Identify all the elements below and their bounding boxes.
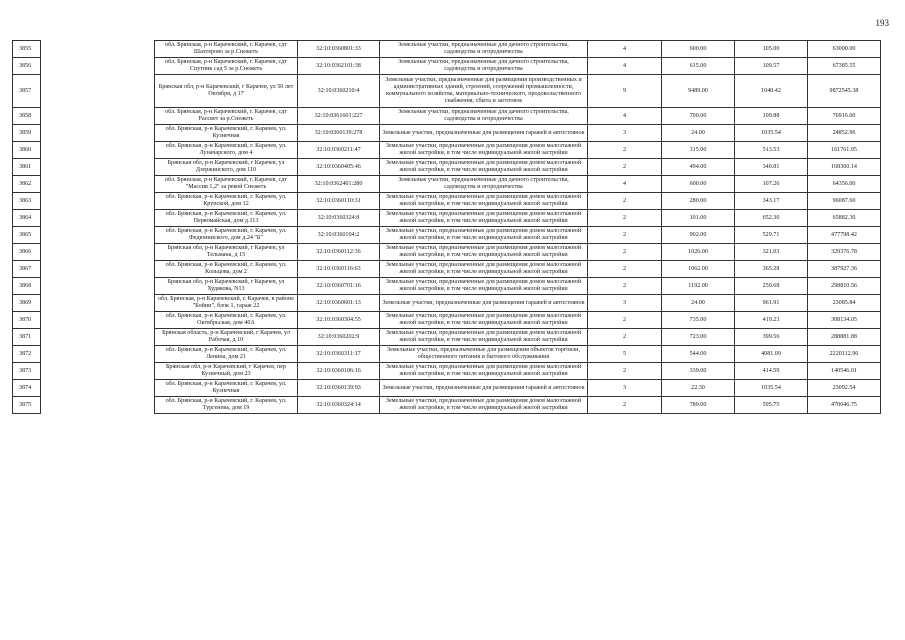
cadastral-value-cell: 329376.78 [808, 244, 881, 261]
land-use-cell: Земельные участки, предназначенные для размещения домов малоэтажной жилой застройки, в том числе индивидуальной жилой застройки [380, 227, 588, 244]
area-cell: 600.00 [662, 41, 735, 58]
address-cell: обл. Брянская, р-н Карачевский, г. Карачев, ул. Федюнинского, дом д.24 "Б" [155, 227, 298, 244]
address-cell: обл. Брянская, р-н Карачевский, г. Карачев, ул. Луначарского, дом 4 [155, 142, 298, 159]
cadastral-number-cell: 32:10:0360112:36 [298, 244, 380, 261]
row-number: 3857 [13, 75, 41, 108]
address-cell: обл. Брянская, р-н Карачевский, г. Карачев, ул. Ленина, дом 21 [155, 346, 298, 363]
land-use-cell: Земельные участки, предназначенные для размещения домов малоэтажной жилой застройки, в том числе индивидуальной жилой застройки [380, 397, 588, 414]
zone-cell: 9 [588, 75, 662, 108]
table-row [13, 397, 881, 414]
row-number: 3866 [13, 244, 41, 261]
cadastral-value-cell: 298810.56 [808, 278, 881, 295]
row-number: 3860 [13, 142, 41, 159]
area-cell: 24.00 [662, 295, 735, 312]
row-number: 3875 [13, 397, 41, 414]
specific-value-cell: 961.91 [735, 295, 808, 312]
land-use-cell: Земельные участки, предназначенные для размещения домов малоэтажной жилой застройки, в том числе индивидуальной жилой застройки [380, 363, 588, 380]
area-cell: 22.30 [662, 380, 735, 397]
cadastral-number-cell: 32:10:0360106:16 [298, 363, 380, 380]
zone-cell: 2 [588, 159, 662, 176]
row-number: 3872 [13, 346, 41, 363]
zone-cell: 2 [588, 329, 662, 346]
cadastral-number-cell: 32:10:0360202:9 [298, 329, 380, 346]
row-number: 3867 [13, 261, 41, 278]
address-cell: обл. Брянская, р-н Карачевский, г. Карачев, ул. Крупской, дом 12 [155, 193, 298, 210]
spacer-cell [41, 363, 155, 380]
address-cell: обл. Брянская, р-н Карачевский, г. Карачев, сдт Шахтерово за р.Снежеть [155, 41, 298, 58]
cadastral-value-cell: 2220112.96 [808, 346, 881, 363]
table-row [13, 227, 881, 244]
cadastral-value-table [12, 40, 881, 414]
spacer-cell [41, 278, 155, 295]
row-number: 3859 [13, 125, 41, 142]
spacer-cell [41, 397, 155, 414]
land-use-cell: Земельные участки, предназначенные для размещения домов малоэтажной жилой застройки, в том числе индивидуальной жилой застройки [380, 329, 588, 346]
cadastral-number-cell: 32:10:0360110:31 [298, 193, 380, 210]
zone-cell: 2 [588, 278, 662, 295]
cadastral-number-cell: 32:10:0360311:17 [298, 346, 380, 363]
cadastral-value-cell: 387927.36 [808, 261, 881, 278]
zone-cell: 3 [588, 295, 662, 312]
zone-cell: 4 [588, 41, 662, 58]
row-number: 3856 [13, 58, 41, 75]
zone-cell: 2 [588, 363, 662, 380]
spacer-cell [41, 380, 155, 397]
table-row [13, 176, 881, 193]
table-row [13, 210, 881, 227]
cadastral-number-cell: 32:10:0360104:2 [298, 227, 380, 244]
cadastral-value-cell: 470046.75 [808, 397, 881, 414]
address-cell: Брянская обл, р-н Карачевский, г Карачев, ул Худякова, N13 [155, 278, 298, 295]
area-cell: 101.00 [662, 210, 735, 227]
table-row [13, 261, 881, 278]
specific-value-cell: 250.68 [735, 278, 808, 295]
spacer-cell [41, 58, 155, 75]
table-row [13, 75, 881, 108]
table-row [13, 346, 881, 363]
spacer-cell [41, 227, 155, 244]
cadastral-number-cell: 32:10:0360801:33 [298, 41, 380, 58]
address-cell: обл. Брянская, р-н Карачевский, г. Карачев, ул. Октябрьская, дом 40А [155, 312, 298, 329]
table-body [13, 41, 881, 414]
area-cell: 1192.00 [662, 278, 735, 295]
cadastral-number-cell: 32:10:0360116:63 [298, 261, 380, 278]
address-cell: обл. Брянская, р-н Карачевский, г. Карачев, ул. Тургенева, дом 19 [155, 397, 298, 414]
table-row [13, 58, 881, 75]
land-use-cell: Земельные участки, предназначенные для размещения гаражей и автостоянок [380, 125, 588, 142]
table-row [13, 142, 881, 159]
area-cell: 494.00 [662, 159, 735, 176]
cadastral-number-cell: 32:10:0360139:278 [298, 125, 380, 142]
specific-value-cell: 321.03 [735, 244, 808, 261]
address-cell: обл. Брянская, р-н Карачевский, г. Карачев, ул. Первомайская, дом д.113 [155, 210, 298, 227]
spacer-cell [41, 329, 155, 346]
land-use-cell: Земельные участки, предназначенные для размещения домов малоэтажной жилой застройки, в том числе индивидуальной жилой застройки [380, 210, 588, 227]
table-row [13, 278, 881, 295]
area-cell: 315.00 [662, 142, 735, 159]
cadastral-value-cell: 9872545.38 [808, 75, 881, 108]
land-use-cell: Земельные участки, предназначенные для размещения объектов торговли, общественного питания и бытового обслуживания [380, 346, 588, 363]
table-row [13, 244, 881, 261]
address-cell: Брянская обл, р-н Карачевский, г Карачев, пер Кузнечный, дом 23 [155, 363, 298, 380]
area-cell: 700.00 [662, 108, 735, 125]
specific-value-cell: 340.81 [735, 159, 808, 176]
row-number: 3874 [13, 380, 41, 397]
page-number: 193 [875, 18, 889, 28]
zone-cell: 2 [588, 210, 662, 227]
cadastral-value-cell: 23085.84 [808, 295, 881, 312]
zone-cell: 2 [588, 312, 662, 329]
address-cell: Брянская обл, р-н Карачевский, г Карачев, ул 50 лет Октября, д 17 [155, 75, 298, 108]
cadastral-value-cell: 64356.00 [808, 176, 881, 193]
specific-value-cell: 414.59 [735, 363, 808, 380]
cadastral-number-cell: 32:10:0362101:38 [298, 58, 380, 75]
cadastral-number-cell: 32:10:0360324:8 [298, 210, 380, 227]
spacer-cell [41, 261, 155, 278]
land-use-cell: Земельные участки, предназначенные для дачного строительства, садоводства и огородничества [380, 176, 588, 193]
zone-cell: 3 [588, 125, 662, 142]
area-cell: 9489.00 [662, 75, 735, 108]
zone-cell: 4 [588, 108, 662, 125]
zone-cell: 2 [588, 261, 662, 278]
address-cell: Брянская область, р-н Карачевский, г Карачев, ул Рабочая, д 10 [155, 329, 298, 346]
area-cell: 1062.00 [662, 261, 735, 278]
area-cell: 24.00 [662, 125, 735, 142]
row-number: 3870 [13, 312, 41, 329]
spacer-cell [41, 41, 155, 58]
cadastral-number-cell: 32:10:0360139:93 [298, 380, 380, 397]
row-number: 3863 [13, 193, 41, 210]
cadastral-number-cell: 32:10:0360324:14 [298, 397, 380, 414]
cadastral-number-cell: 32:10:0362401:280 [298, 176, 380, 193]
row-number: 3864 [13, 210, 41, 227]
land-use-cell: Земельные участки, предназначенные для дачного строительства, садоводства и огородничества [380, 41, 588, 58]
cadastral-value-cell: 65882.30 [808, 210, 881, 227]
cadastral-value-cell: 24852.96 [808, 125, 881, 142]
specific-value-cell: 1035.54 [735, 380, 808, 397]
cadastral-value-cell: 161761.95 [808, 142, 881, 159]
spacer-cell [41, 125, 155, 142]
spacer-cell [41, 244, 155, 261]
area-cell: 1026.00 [662, 244, 735, 261]
cadastral-number-cell: 32:10:0360210:4 [298, 75, 380, 108]
spacer-cell [41, 108, 155, 125]
spacer-cell [41, 142, 155, 159]
land-use-cell: Земельные участки, предназначенные для размещения домов малоэтажной жилой застройки, в том числе индивидуальной жилой застройки [380, 193, 588, 210]
row-number: 3862 [13, 176, 41, 193]
area-cell: 544.00 [662, 346, 735, 363]
area-cell: 600.00 [662, 176, 735, 193]
specific-value-cell: 399.56 [735, 329, 808, 346]
spacer-cell [41, 176, 155, 193]
address-cell: обл. Брянская, р-н Карачевский, г. Карачев, сдт Спутник сад 5 за р.Снежеть [155, 58, 298, 75]
area-cell: 615.00 [662, 58, 735, 75]
specific-value-cell: 343.17 [735, 193, 808, 210]
spacer-cell [41, 210, 155, 227]
land-use-cell: Земельные участки, предназначенные для дачного строительства, садоводства и огородничества [380, 58, 588, 75]
address-cell: обл. Брянская, р-н Карачевский, г. Карачев, ул. Кольцова, дом 2 [155, 261, 298, 278]
area-cell: 280.00 [662, 193, 735, 210]
zone-cell: 2 [588, 227, 662, 244]
zone-cell: 5 [588, 346, 662, 363]
table-row [13, 312, 881, 329]
table-row [13, 108, 881, 125]
cadastral-value-cell: 67385.55 [808, 58, 881, 75]
cadastral-value-cell: 63000.00 [808, 41, 881, 58]
specific-value-cell: 419.23 [735, 312, 808, 329]
cadastral-number-cell: 32:10:0360304:55 [298, 312, 380, 329]
area-cell: 902.00 [662, 227, 735, 244]
zone-cell: 4 [588, 58, 662, 75]
land-use-cell: Земельные участки, предназначенные для размещения домов малоэтажной жилой застройки, в том числе индивидуальной жилой застройки [380, 261, 588, 278]
table-row [13, 295, 881, 312]
cadastral-value-cell: 477798.42 [808, 227, 881, 244]
specific-value-cell: 109.57 [735, 58, 808, 75]
row-number: 3861 [13, 159, 41, 176]
specific-value-cell: 4081.09 [735, 346, 808, 363]
row-number: 3873 [13, 363, 41, 380]
zone-cell: 4 [588, 176, 662, 193]
cadastral-number-cell: 32:10:0360701:16 [298, 278, 380, 295]
zone-cell: 2 [588, 193, 662, 210]
specific-value-cell: 1040.42 [735, 75, 808, 108]
specific-value-cell: 105.00 [735, 41, 808, 58]
cadastral-number-cell: 32:10:0360211:47 [298, 142, 380, 159]
area-cell: 339.00 [662, 363, 735, 380]
table-row [13, 41, 881, 58]
row-number: 3858 [13, 108, 41, 125]
land-use-cell: Земельные участки, предназначенные для размещения домов малоэтажной жилой застройки, в том числе индивидуальной жилой застройки [380, 159, 588, 176]
zone-cell: 2 [588, 397, 662, 414]
address-cell: обл. Брянская, р-н Карачевский, г. Карачев, сдт Рассвет за р.Снежеть [155, 108, 298, 125]
address-cell: Брянская обл, р-н Карачевский, г Карачев, ул Дзержинского, дом 110 [155, 159, 298, 176]
specific-value-cell: 365.28 [735, 261, 808, 278]
land-use-cell: Земельные участки, предназначенные для размещения домов малоэтажной жилой застройки, в том числе индивидуальной жилой застройки [380, 312, 588, 329]
land-use-cell: Земельные участки, предназначенные для размещения домов малоэтажной жилой застройки, в том числе индивидуальной жилой застройки [380, 244, 588, 261]
spacer-cell [41, 159, 155, 176]
land-use-cell: Земельные участки, предназначенные для размещения производственных и административных зданий, строений, сооружений промышленности, коммунального хозяйства, материально-технического, продовольственного снабжения, сбыта и заготовок [380, 75, 588, 108]
address-cell: обл. Брянская, р-н Карачевский, г. Карачев, сдт "Массив 1,2" за рекой Снежеть [155, 176, 298, 193]
area-cell: 723.00 [662, 329, 735, 346]
zone-cell: 2 [588, 142, 662, 159]
table-row [13, 193, 881, 210]
land-use-cell: Земельные участки, предназначенные для размещения гаражей и автостоянок [380, 295, 588, 312]
specific-value-cell: 513.53 [735, 142, 808, 159]
specific-value-cell: 107.26 [735, 176, 808, 193]
table-row [13, 329, 881, 346]
specific-value-cell: 595.75 [735, 397, 808, 414]
row-number: 3871 [13, 329, 41, 346]
cadastral-value-cell: 308134.05 [808, 312, 881, 329]
cadastral-value-cell: 168360.14 [808, 159, 881, 176]
area-cell: 735.00 [662, 312, 735, 329]
land-use-cell: Земельные участки, предназначенные для размещения гаражей и автостоянок [380, 380, 588, 397]
cadastral-value-cell: 140546.01 [808, 363, 881, 380]
table-row [13, 159, 881, 176]
cadastral-number-cell: 32:10:0361601:227 [298, 108, 380, 125]
land-use-cell: Земельные участки, предназначенные для размещения домов малоэтажной жилой застройки, в том числе индивидуальной жилой застройки [380, 278, 588, 295]
cadastral-value-cell: 76916.00 [808, 108, 881, 125]
row-number: 3869 [13, 295, 41, 312]
row-number: 3855 [13, 41, 41, 58]
address-cell: обл. Брянская, р-н Карачевский, г. Карачев, ул. Кузнечная [155, 380, 298, 397]
address-cell: обл. Брянская, р-н Карачевский, г. Карачев, в районе "Бойни", блок 1, гараж 22 [155, 295, 298, 312]
spacer-cell [41, 193, 155, 210]
address-cell: Брянская обл, р-н Карачевский, г Карачев, ул Тельмана, д 15 [155, 244, 298, 261]
land-use-cell: Земельные участки, предназначенные для размещения домов малоэтажной жилой застройки, в том числе индивидуальной жилой застройки [380, 142, 588, 159]
spacer-cell [41, 312, 155, 329]
land-use-cell: Земельные участки, предназначенные для дачного строительства, садоводства и огородничества [380, 108, 588, 125]
spacer-cell [41, 295, 155, 312]
spacer-cell [41, 346, 155, 363]
cadastral-value-cell: 96087.60 [808, 193, 881, 210]
specific-value-cell: 529.71 [735, 227, 808, 244]
cadastral-number-cell: 32:10:0360601:13 [298, 295, 380, 312]
specific-value-cell: 109.88 [735, 108, 808, 125]
zone-cell: 2 [588, 244, 662, 261]
table-row [13, 125, 881, 142]
area-cell: 789.00 [662, 397, 735, 414]
row-number: 3868 [13, 278, 41, 295]
row-number: 3865 [13, 227, 41, 244]
cadastral-number-cell: 32:10:0360405:46 [298, 159, 380, 176]
table-row [13, 380, 881, 397]
zone-cell: 3 [588, 380, 662, 397]
address-cell: обл. Брянская, р-н Карачевский, г. Карачев, ул. Кузнечная [155, 125, 298, 142]
specific-value-cell: 1035.54 [735, 125, 808, 142]
spacer-cell [41, 75, 155, 108]
cadastral-value-cell: 23092.54 [808, 380, 881, 397]
specific-value-cell: 652.30 [735, 210, 808, 227]
cadastral-value-cell: 288881.88 [808, 329, 881, 346]
table-row [13, 363, 881, 380]
